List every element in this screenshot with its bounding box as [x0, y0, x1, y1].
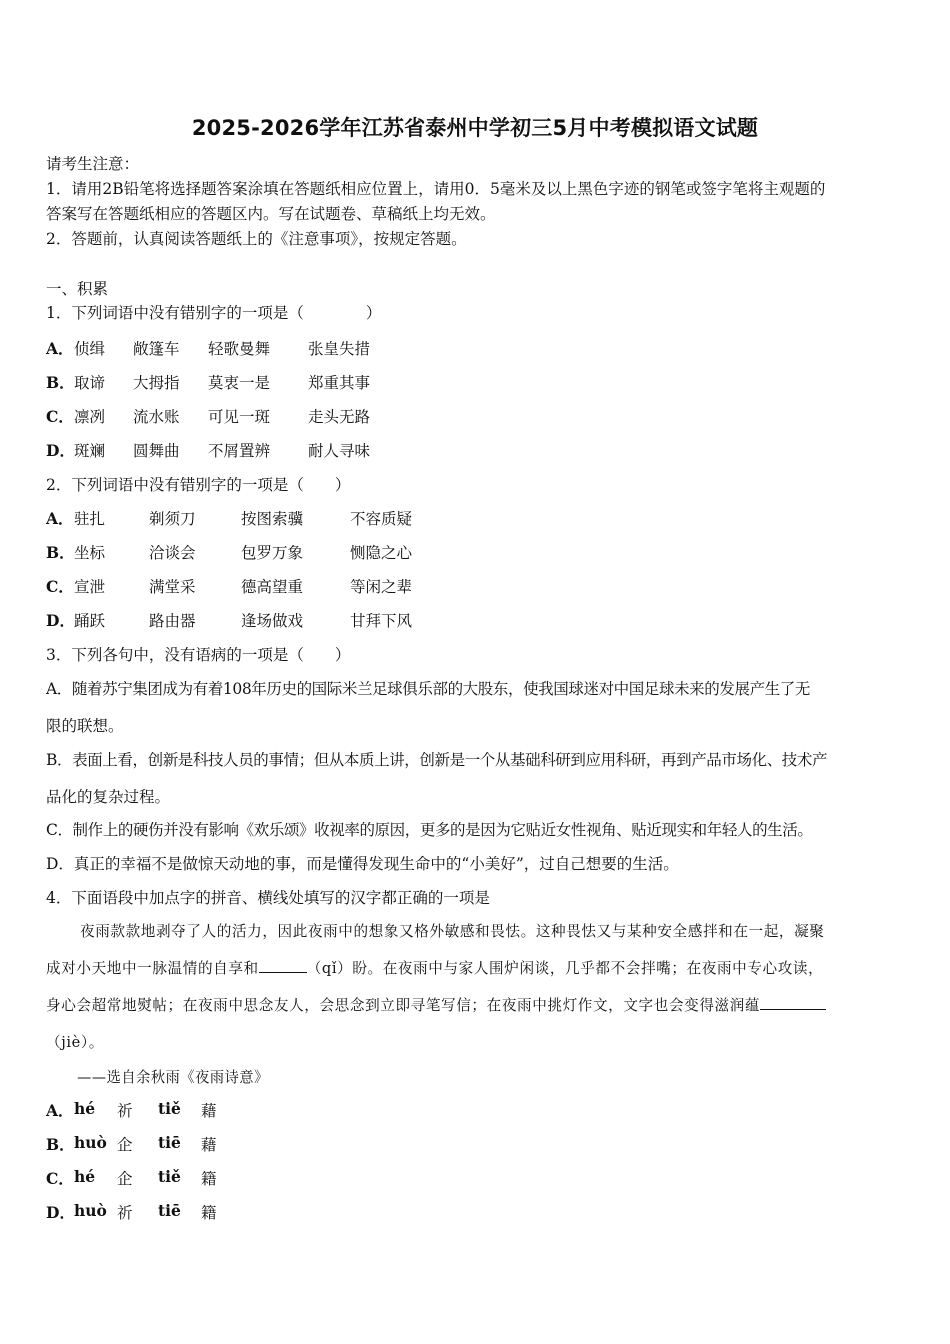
q2-option-c-letter: C． — [46, 577, 74, 596]
q1-option-d-word-2: 圆舞曲 — [133, 442, 180, 460]
q1-option-c-word-4: 走头无路 — [308, 408, 371, 426]
q4-passage-line-2-part-1: 成对小天地中一脉温情的自享和 — [46, 960, 259, 977]
notice-line-1b: 答案写在答题纸相应的答题区内。写在试题卷、草稿纸上均无效。 — [46, 205, 496, 223]
q4-option-b-item-3: tiē — [158, 1133, 181, 1152]
q3-option-b-line-1: B．表面上看，创新是科技人员的事情；但从本质上讲，创新是一个从基础科研到应用科研，再到产品市场化、技术产 — [46, 751, 828, 769]
q2-stem: 2．下列词语中没有错别字的一项是（ ） — [46, 476, 351, 494]
q1-option-b-word-4: 郑重其事 — [308, 374, 371, 392]
q4-blank-1 — [259, 958, 307, 973]
section-heading: 一、积累 — [46, 280, 109, 298]
q2-option-c-word-4: 等闲之辈 — [350, 578, 413, 596]
q4-option-d-item-4: 籍 — [201, 1204, 217, 1222]
q1-option-c-letter: C． — [46, 407, 74, 426]
q1-option-b-word-2: 大拇指 — [133, 374, 180, 392]
page-title: 2025-2026学年江苏省泰州中学初三5月中考模拟语文试题 — [191, 116, 759, 140]
notice-heading: 请考生注意： — [46, 155, 140, 173]
q4-option-c-item-2: 企 — [117, 1170, 133, 1188]
q2-option-c-word-1: 宣泄 — [74, 578, 106, 596]
q2-option-c-word-3: 德高望重 — [241, 578, 304, 596]
q4-option-a-item-4: 藉 — [201, 1102, 217, 1120]
q4-option-b-item-4: 藉 — [201, 1136, 217, 1154]
q4-option-a-letter: A． — [46, 1101, 74, 1120]
q4-option-a-item-1: hé — [74, 1099, 96, 1118]
q4-passage-line-3 — [46, 994, 904, 1015]
q4-blank-2 — [760, 995, 826, 1010]
q4-passage-line-2-part-2: （qǐ）盼。在夜雨中与家人围炉闲谈，几乎都不会拌嘴；在夜雨中专心攻读， — [306, 960, 824, 977]
q4-option-b-letter: B． — [46, 1135, 75, 1154]
q3-option-d: D．真正的幸福不是做惊天动地的事，而是懂得发现生命中的“小美好”，过自己想要的生活。 — [46, 855, 679, 873]
q4-stem: 4．下面语段中加点字的拼音、横线处填写的汉字都正确的一项是 — [46, 889, 490, 907]
q2-option-d-letter: D． — [46, 611, 75, 630]
q2-option-d-word-2: 路由器 — [149, 612, 196, 630]
q2-option-a-word-4: 不容质疑 — [350, 510, 413, 528]
q4-source: ——选自余秋雨《夜雨诗意》 — [77, 1069, 269, 1086]
q1-option-d-letter: D． — [46, 441, 75, 460]
q2-option-b-word-4: 恻隐之心 — [350, 544, 413, 562]
q4-passage-line-1: 夜雨款款地剥夺了人的活力，因此夜雨中的想象又格外敏感和畏怯。这种畏怯又与某种安全感拌和在一起，凝聚 — [80, 923, 825, 940]
q4-option-c-item-1: hé — [74, 1167, 96, 1186]
q4-passage-line-2 — [46, 957, 904, 978]
q2-option-b-letter: B． — [46, 543, 75, 562]
q2-option-d-word-4: 甘拜下风 — [350, 612, 413, 630]
q1-option-a-word-3: 轻歌曼舞 — [208, 340, 271, 358]
q1-option-c-word-1: 凛冽 — [74, 408, 106, 426]
q1-option-b-letter: B． — [46, 373, 75, 392]
q1-option-d-word-3: 不屑置辨 — [208, 442, 271, 460]
q2-option-c-word-2: 满堂采 — [149, 578, 196, 596]
q3-option-b-line-2: 品化的复杂过程。 — [46, 788, 171, 806]
q2-option-d-word-1: 踊跃 — [74, 612, 106, 630]
q1-stem: 1．下列词语中没有错别字的一项是（ ） — [46, 304, 382, 322]
q4-passage-line-3-part-1: 身心会超常地熨帖；在夜雨中思念友人，会思念到立即寻笔写信；在夜雨中挑灯作文，文字也会变得滋润蕴 — [46, 997, 761, 1014]
q3-option-a-line-1: A．随着苏宁集团成为有着108年历史的国际米兰足球俱乐部的大股东，使我国球迷对中国足球未来的发展产生了无 — [46, 680, 810, 698]
q2-option-b-word-2: 洽谈会 — [149, 544, 196, 562]
q1-option-c-word-2: 流水账 — [133, 408, 180, 426]
q4-option-b-item-2: 企 — [117, 1136, 133, 1154]
q2-option-d-word-3: 逢场做戏 — [241, 612, 304, 630]
q3-option-a-line-2: 限的联想。 — [46, 717, 124, 735]
q4-option-a-item-2: 祈 — [117, 1102, 133, 1120]
q4-option-b-item-1: huò — [74, 1133, 107, 1152]
q1-option-a-word-4: 张皇失措 — [308, 340, 371, 358]
notice-line-1a: 1．请用2B铅笔将选择题答案涂填在答题纸相应位置上，请用0．5毫米及以上黑色字迹的钢笔或签字笔将主观题的 — [46, 180, 826, 198]
q2-option-a-letter: A． — [46, 509, 74, 528]
q1-option-d-word-4: 耐人寻味 — [308, 442, 371, 460]
q3-stem: 3．下列各句中，没有语病的一项是（ ） — [46, 646, 351, 664]
q1-option-a-letter: A． — [46, 339, 74, 358]
q4-option-d-item-1: huò — [74, 1201, 107, 1220]
q1-option-a-word-2: 敞篷车 — [133, 340, 180, 358]
q4-option-d-item-2: 祈 — [117, 1204, 133, 1222]
q1-option-d-word-1: 斑斓 — [74, 442, 106, 460]
q2-option-b-word-3: 包罗万象 — [241, 544, 304, 562]
q1-option-b-word-1: 取谛 — [74, 374, 106, 392]
q2-option-b-word-1: 坐标 — [74, 544, 106, 562]
notice-line-2: 2．答题前，认真阅读答题纸上的《注意事项》，按规定答题。 — [46, 230, 467, 248]
q2-option-a-word-1: 驻扎 — [74, 510, 106, 528]
q1-option-b-word-3: 莫衷一是 — [208, 374, 271, 392]
q2-option-a-word-2: 剃须刀 — [149, 510, 196, 528]
q4-passage-line-4: （jiè）。 — [46, 1034, 104, 1051]
q1-option-c-word-3: 可见一斑 — [208, 408, 271, 426]
q3-option-c: C．制作上的硬伤并没有影响《欢乐颂》收视率的原因，更多的是因为它贴近女性视角、贴近现实和年轻人的生活。 — [46, 821, 813, 839]
q4-option-a-item-3: tiě — [158, 1099, 181, 1118]
q1-option-a-word-1: 侦缉 — [74, 340, 106, 358]
q4-option-c-item-4: 籍 — [201, 1170, 217, 1188]
q4-option-c-item-3: tiě — [158, 1167, 181, 1186]
q4-option-d-letter: D． — [46, 1203, 75, 1222]
q2-option-a-word-3: 按图索骥 — [241, 510, 304, 528]
q4-option-d-item-3: tiē — [158, 1201, 181, 1220]
q4-option-c-letter: C． — [46, 1169, 74, 1188]
